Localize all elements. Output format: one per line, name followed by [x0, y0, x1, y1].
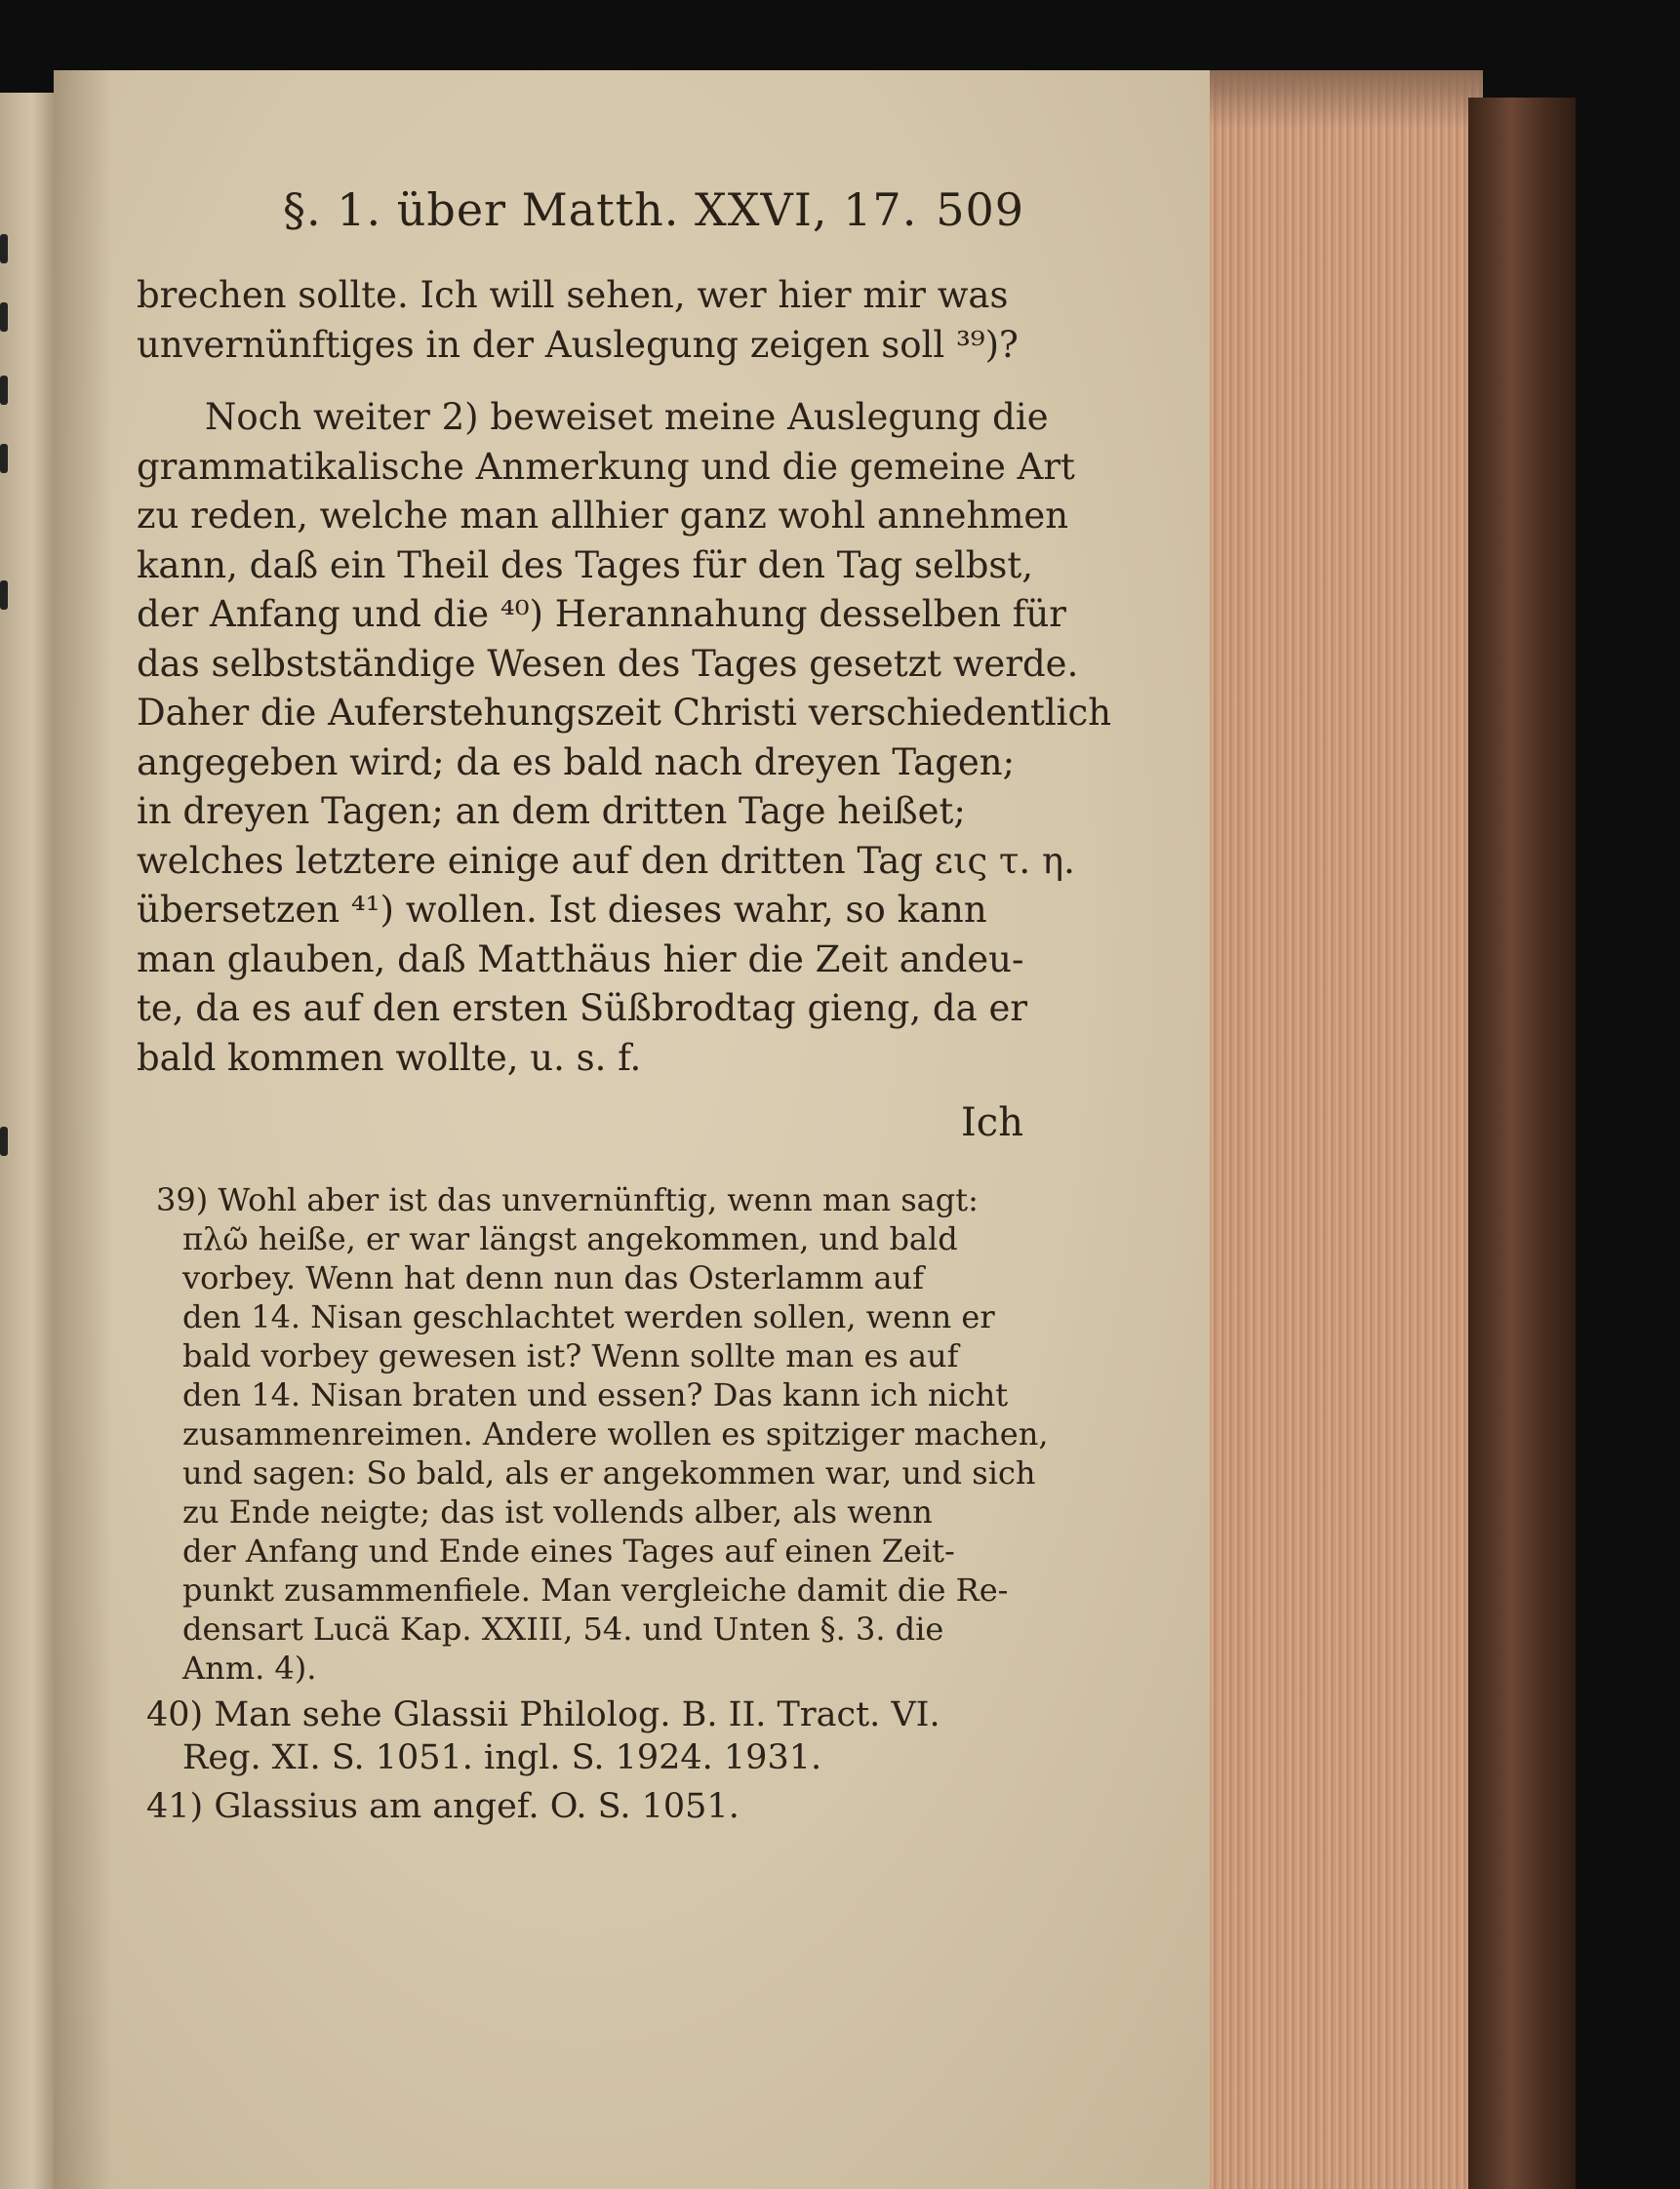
footnote-line: 39) Wohl aber ist das unvernünftig, wenn man sagt:	[156, 1181, 979, 1218]
main-text	[137, 271, 1112, 1083]
text-line: in dreyen Tagen; an dem dritten Tage heißet;	[137, 790, 966, 832]
leather-cover	[1468, 98, 1576, 2189]
text-line: grammatikalische Anmerkung und die gemeine Art	[137, 445, 1075, 488]
text-line: brechen sollte. Ich will sehen, wer hier mir was	[137, 274, 1009, 316]
footnote-line: punkt zusammenfiele. Man vergleiche damit die Re-	[182, 1572, 1009, 1609]
footnote-line: 41) Glassius am angef. O. S. 1051.	[146, 1787, 740, 1826]
footnote-line: densart Lucä Kap. XXIII, 54. und Unten §. 3. die	[182, 1611, 944, 1648]
footnote-line: den 14. Nisan geschlachtet werden sollen, wenn er	[182, 1298, 995, 1335]
footnote-41	[146, 1785, 1054, 1828]
text-line: man glauben, daß Matthäus hier die Zeit andeu-	[137, 937, 1024, 980]
footnote-line: zusammenreimen. Andere wollen es spitziger machen,	[182, 1415, 1049, 1453]
previous-page-mark	[0, 444, 8, 473]
footnote-line: 40) Man sehe Glassii Philolog. B. II. Tract. VI.	[146, 1695, 940, 1734]
catchword: Ich	[961, 1100, 1023, 1145]
previous-page-mark	[0, 234, 8, 263]
text-line: das selbstständige Wesen des Tages gesetzt werde.	[137, 642, 1079, 685]
text-line: unvernünftiges in der Auslegung zeigen soll ³⁹)?	[137, 323, 1019, 366]
previous-page-edge	[0, 93, 54, 2189]
footnote-line: den 14. Nisan braten und essen? Das kann ich nicht	[182, 1376, 1009, 1413]
page-block-shadow	[1210, 70, 1483, 129]
text-line: welches letztere einige auf den dritten Tag εις τ. η.	[137, 839, 1075, 882]
page-block-edge	[1210, 70, 1483, 2189]
previous-page-mark	[0, 580, 8, 610]
text-line: angegeben wird; da es bald nach dreyen Tagen;	[137, 740, 1016, 783]
text-line: bald kommen wollte, u. s. f.	[137, 1036, 642, 1079]
text-line: Daher die Auferstehungszeit Christi verschiedentlich	[137, 692, 1112, 734]
previous-page-mark	[0, 376, 8, 405]
footnote-39	[156, 1180, 1054, 1688]
text-line: der Anfang und die ⁴⁰) Herannahung desselben für	[137, 593, 1066, 635]
footnote-line: vorbey. Wenn hat denn nun das Osterlamm auf	[182, 1259, 924, 1296]
text-line: Noch weiter 2) beweiset meine Auslegung die	[205, 396, 1049, 438]
gutter-shadow	[54, 70, 112, 2189]
footnote-40	[146, 1693, 1054, 1779]
footnote-line: der Anfang und Ende eines Tages auf einen Zeit-	[182, 1532, 955, 1570]
page-number: 509	[936, 183, 1024, 236]
text-line: zu reden, welche man allhier ganz wohl annehmen	[137, 495, 1069, 537]
footnotes	[146, 1180, 1054, 1828]
previous-page-mark	[0, 302, 8, 332]
previous-page-mark	[0, 1127, 8, 1156]
text-line: kann, daß ein Theil des Tages für den Tag selbst,	[137, 543, 1034, 586]
text-line: te, da es auf den ersten Süßbrodtag gieng, da er	[137, 987, 1028, 1029]
footnote-line: zu Ende neigte; das ist vollends alber, als wenn	[182, 1493, 933, 1531]
footnote-line: πλῶ heiße, er war längst angekommen, und bald	[182, 1220, 958, 1257]
footnote-line: bald vorbey gewesen ist? Wenn sollte man es auf	[182, 1337, 959, 1374]
footnote-line: Reg. XI. S. 1051. ingl. S. 1924. 1931.	[182, 1738, 822, 1777]
footnote-line: und sagen: So bald, als er angekommen war, und sich	[182, 1454, 1036, 1492]
footnote-line: Anm. 4).	[182, 1650, 317, 1687]
running-head-title: §. 1. über Matth. XXVI, 17.	[283, 183, 918, 236]
text-line: übersetzen ⁴¹) wollen. Ist dieses wahr, so kann	[137, 889, 987, 931]
